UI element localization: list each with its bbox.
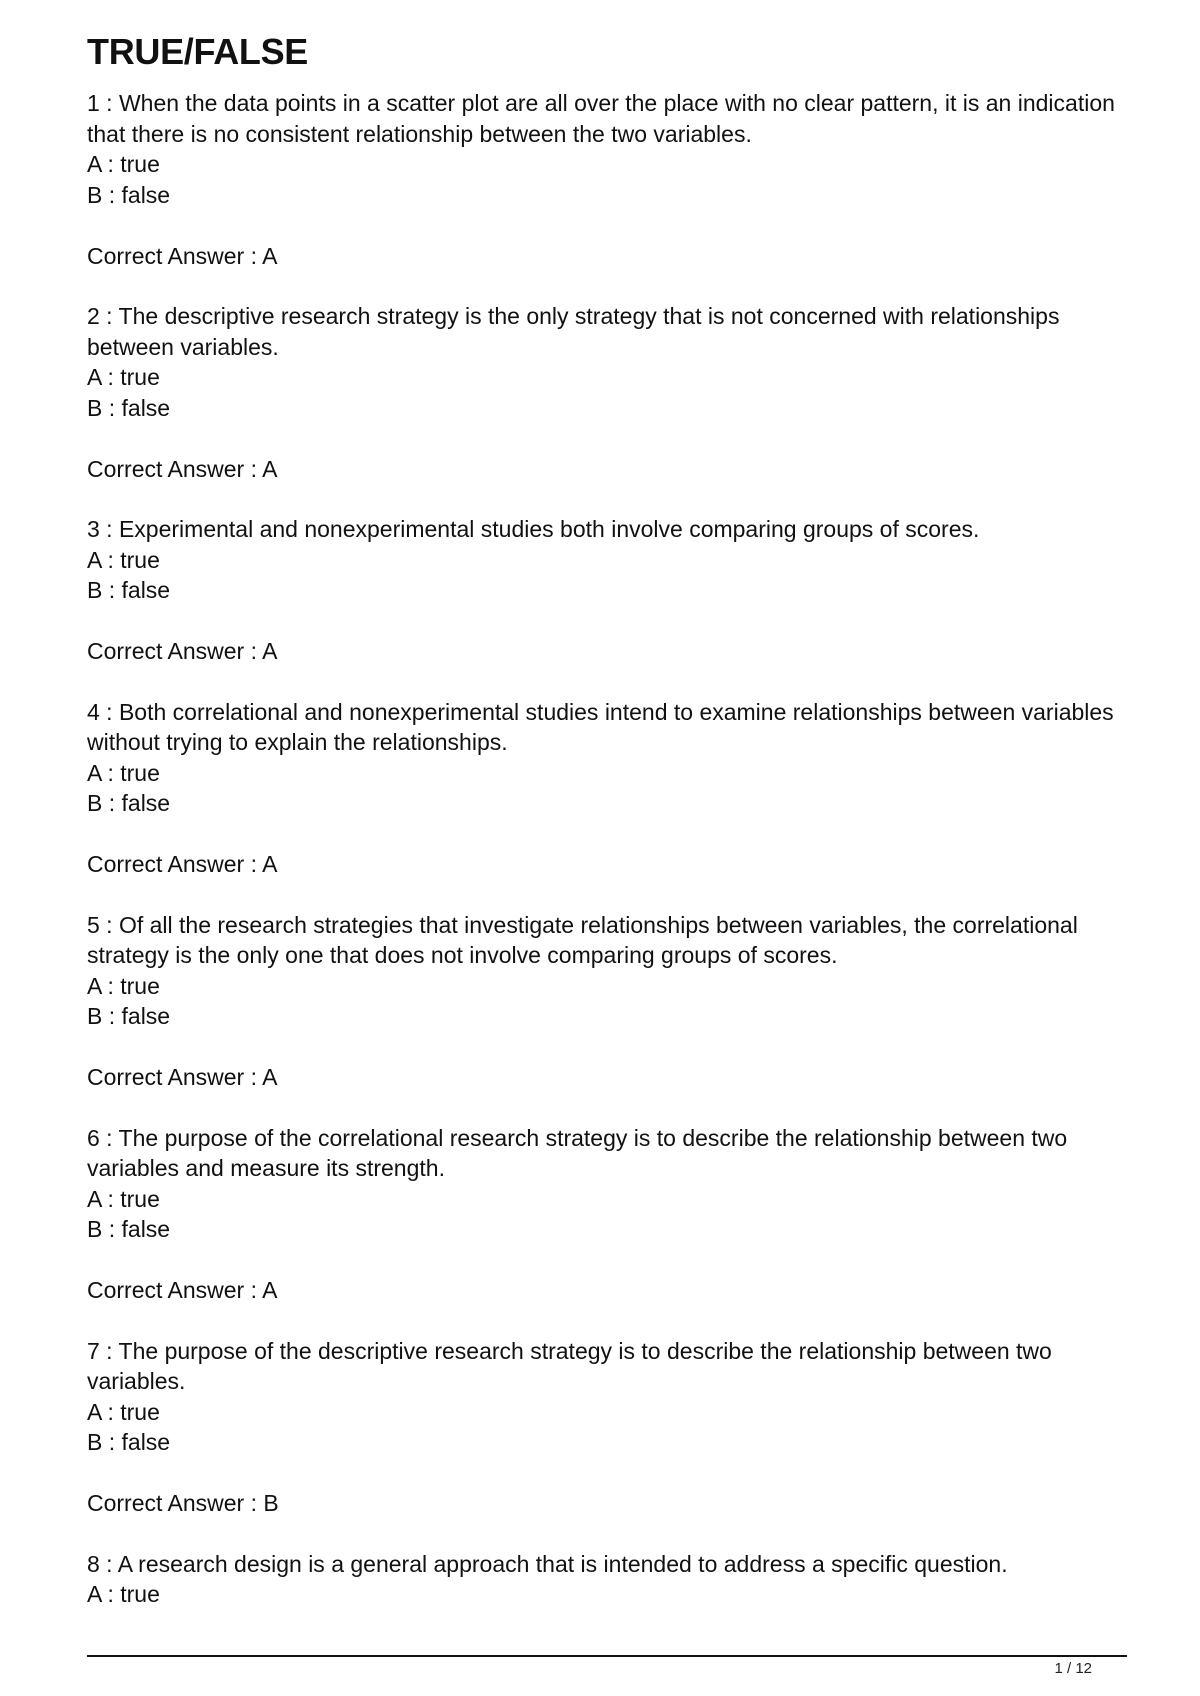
question-3 — [87, 514, 1127, 667]
question-7 — [87, 1336, 1127, 1519]
option-a: A : true — [87, 364, 160, 390]
option-b: B : false — [87, 394, 171, 421]
question-text: 4 : Both correlational and nonexperimental studies intend to examine relationships between variables without trying to explain the relationships. — [87, 698, 1114, 755]
question-text: 3 : Experimental and nonexperimental studies both involve comparing groups of scores. — [87, 516, 980, 542]
option-a: A : true — [87, 1581, 160, 1607]
correct-answer: Correct Answer : A — [87, 851, 278, 877]
question-text: 8 : A research design is a general approach that is intended to address a specific question. — [87, 1550, 1008, 1577]
page-number: 1 / 12 — [1054, 1660, 1092, 1677]
question-2 — [87, 301, 1127, 484]
page-title: TRUE/FALSE — [87, 31, 309, 72]
option-a: A : true — [87, 1398, 160, 1425]
correct-answer: Correct Answer : A — [87, 638, 278, 664]
option-b: B : false — [87, 1429, 171, 1455]
question-text: 5 : Of all the research strategies that investigate relationships between variables, the correlational strategy is the only one that does not involve comparing groups of scores. — [87, 911, 1078, 968]
question-text: 1 : When the data points in a scatter plot are all over the place with no clear pattern, it is an indication that there is no consistent relationship between the two variables. — [87, 90, 1115, 147]
question-6 — [87, 1123, 1127, 1306]
option-a: A : true — [87, 759, 160, 786]
question-text: 6 : The purpose of the correlational research strategy is to describe the relationship between two variables and measure its strength. — [87, 1124, 1068, 1181]
question-text: 7 : The purpose of the descriptive research strategy is to describe the relationship between two variables. — [87, 1337, 1052, 1394]
question-5 — [87, 910, 1127, 1093]
option-a: A : true — [87, 546, 160, 573]
correct-answer: Correct Answer : A — [87, 1064, 278, 1090]
question-text: 2 : The descriptive research strategy is the only strategy that is not concerned with relationships between variables. — [87, 303, 1060, 360]
option-b: B : false — [87, 1216, 171, 1242]
option-b: B : false — [87, 181, 171, 208]
question-4 — [87, 697, 1127, 880]
option-a: A : true — [87, 1185, 160, 1212]
document-page — [87, 28, 1127, 1610]
correct-answer: Correct Answer : A — [87, 455, 278, 482]
question-1 — [87, 88, 1127, 271]
option-b: B : false — [87, 790, 171, 816]
option-b: B : false — [87, 1003, 171, 1029]
option-a: A : true — [87, 151, 160, 177]
option-a: A : true — [87, 972, 160, 999]
correct-answer: Correct Answer : A — [87, 1277, 278, 1303]
question-8 — [87, 1549, 1127, 1610]
option-b: B : false — [87, 577, 171, 603]
correct-answer: Correct Answer : A — [87, 242, 278, 269]
correct-answer: Correct Answer : B — [87, 1490, 279, 1516]
footer-divider — [87, 1655, 1127, 1657]
